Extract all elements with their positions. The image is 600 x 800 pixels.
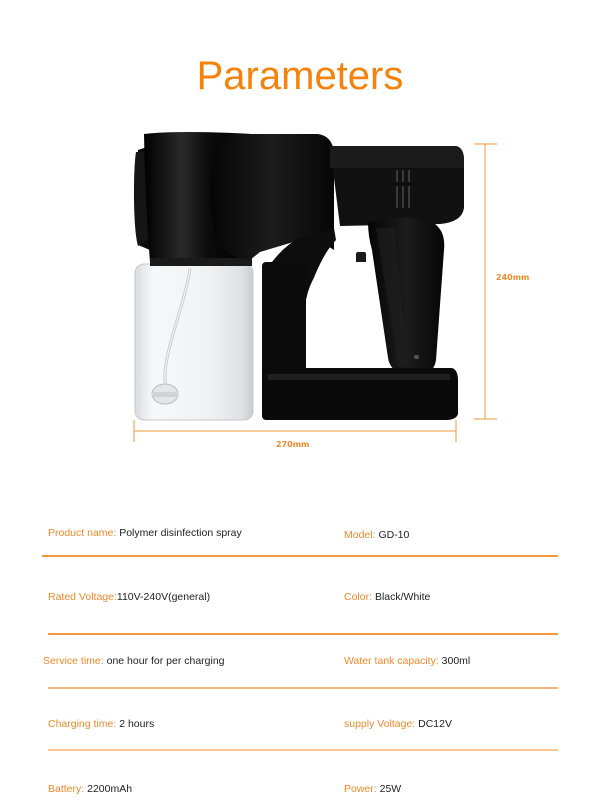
spec-battery: Battery: 2200mAh [48, 783, 133, 795]
spec-product-name: Product name: Polymer disinfection spray [48, 527, 242, 539]
height-dimension-line [474, 144, 497, 419]
spec-supply-voltage: supply Voltage: DC12V [344, 718, 452, 730]
row-divider [48, 749, 558, 751]
water-tank [135, 264, 253, 420]
spec-model: Model: GD-10 [344, 529, 410, 541]
page-title: Parameters [196, 53, 404, 98]
spec-water-tank-capacity: Water tank capacity: 300ml [344, 655, 471, 667]
spec-service-time: Service time: one hour for per charging [43, 655, 225, 667]
row-divider [48, 687, 558, 689]
row-divider [42, 555, 558, 557]
spec-rated-voltage: Rated Voltage:110V-240V(general) [48, 591, 211, 603]
spec-charging-time: Charging time: 2 hours [48, 718, 155, 730]
row-divider [48, 633, 558, 635]
height-dimension-label: 240mm [496, 273, 530, 282]
width-dimension-line [134, 420, 456, 442]
spec-color: Color: Black/White [344, 591, 431, 603]
spec-power: Power: 25W [344, 783, 402, 795]
width-dimension-label: 270mm [276, 440, 310, 449]
